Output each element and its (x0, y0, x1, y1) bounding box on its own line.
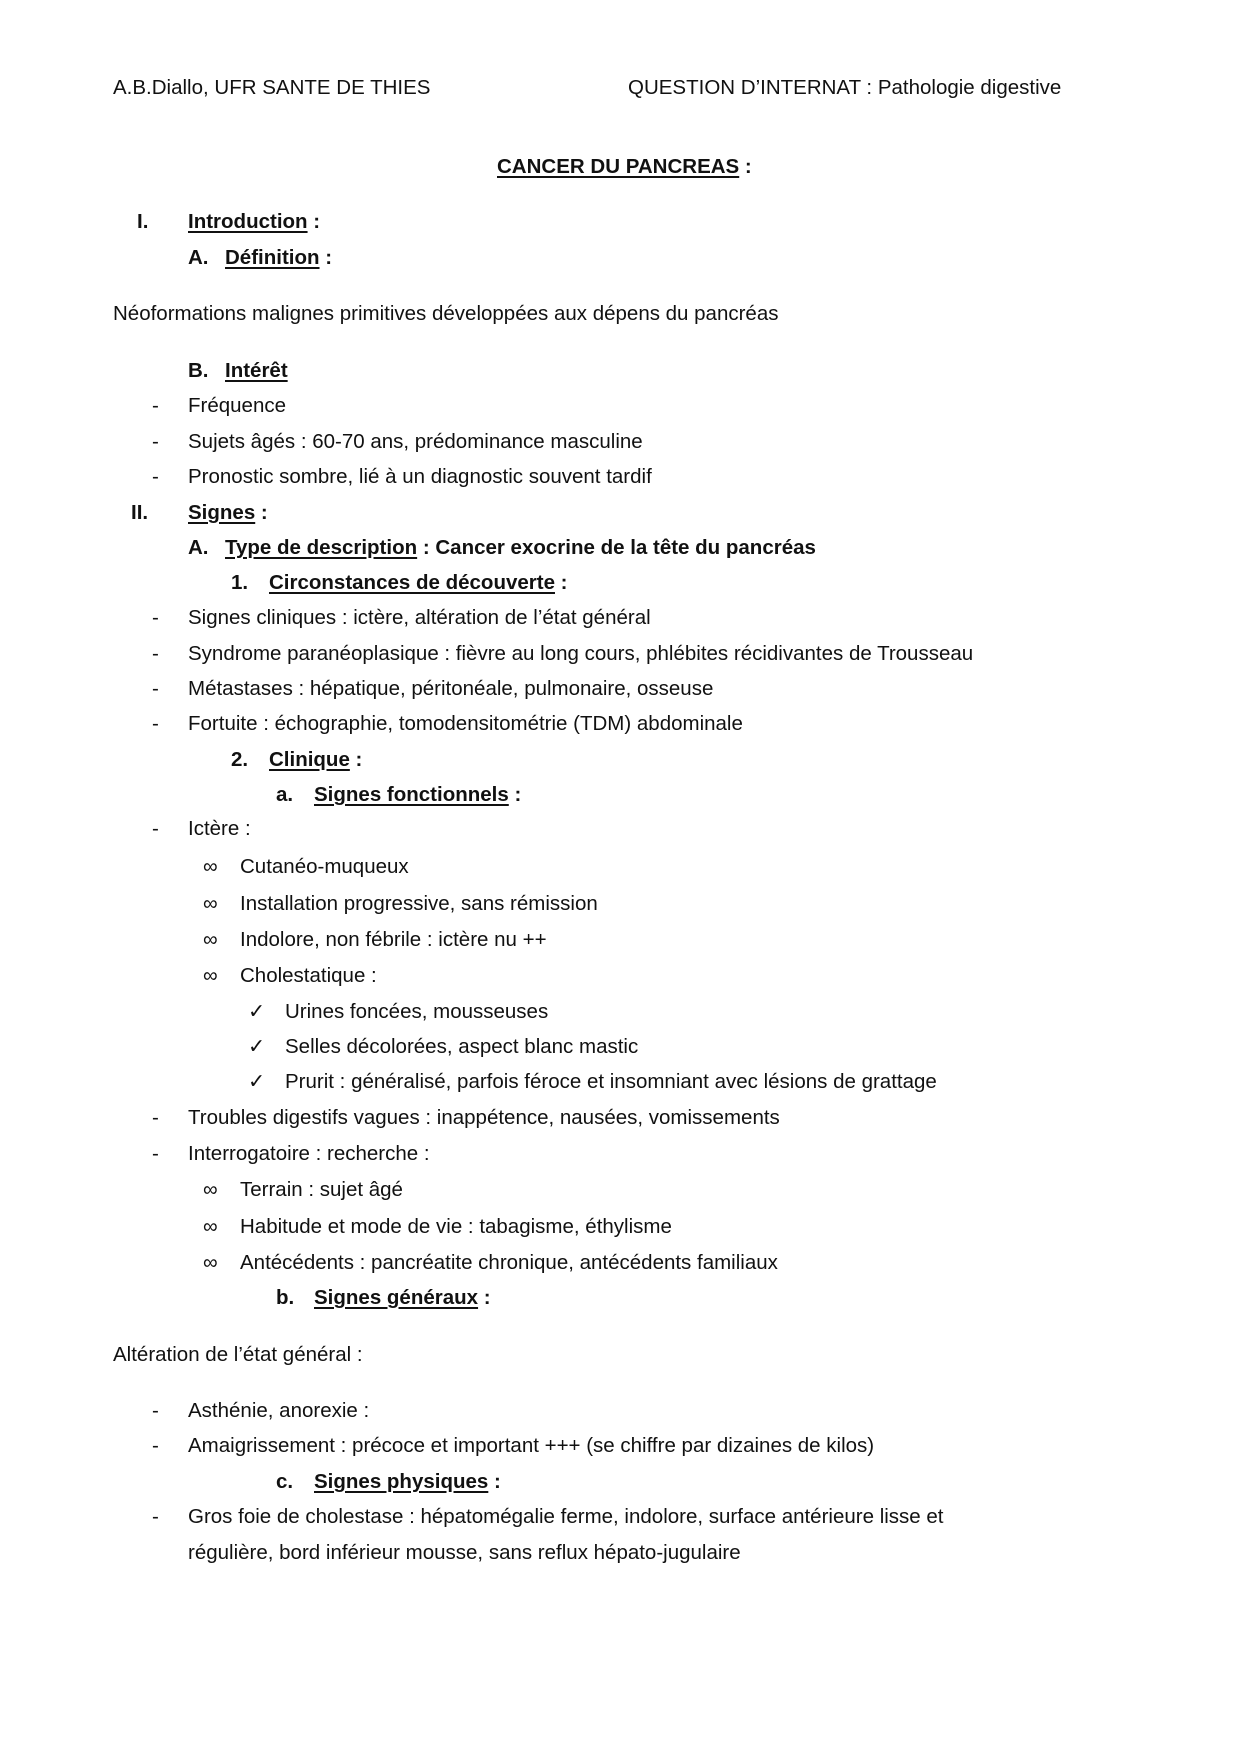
subsection-num: c. (276, 1470, 294, 1493)
infinity-bullet-icon: ∞ (203, 892, 218, 915)
infinity-bullet-icon: ∞ (203, 855, 218, 878)
heading-text: Circonstances de découverte (269, 571, 555, 594)
dash-bullet: - (152, 1505, 159, 1528)
list-item: Fréquence (188, 394, 287, 417)
checkmark-bullet-icon: ✓ (248, 1070, 266, 1093)
list-item: Fortuite : échographie, tomodensitométrie (TDM) abdominale (188, 712, 743, 735)
list-item: Cutanéo-muqueux (240, 855, 409, 878)
dash-bullet: - (152, 677, 159, 700)
title-text: CANCER DU PANCREAS (497, 155, 740, 178)
subsection-heading (314, 1470, 501, 1494)
subsection-heading (269, 748, 362, 772)
header-subject: QUESTION D’INTERNAT : Pathologie digestive (628, 76, 1062, 99)
list-item: Urines foncées, mousseuses (285, 1000, 549, 1023)
subsection-num: b. (276, 1286, 295, 1309)
list-item: Ictère : (188, 817, 251, 840)
infinity-bullet-icon: ∞ (203, 928, 218, 951)
colon: : (255, 501, 268, 524)
subsection-heading (269, 571, 568, 595)
checkmark-bullet-icon: ✓ (248, 1035, 266, 1058)
list-item: Amaigrissement : précoce et important +++ (se chiffre par dizaines de kilos) (188, 1434, 875, 1457)
list-item: Terrain : sujet âgé (240, 1178, 403, 1201)
colon: : (508, 783, 522, 806)
dash-bullet: - (152, 817, 159, 840)
heading-text: Intérêt (225, 359, 288, 382)
colon: : (554, 571, 568, 594)
subsection-num: 2. (231, 748, 249, 771)
subsection-num: 1. (231, 571, 249, 594)
list-item: Pronostic sombre, lié à un diagnostic souvent tardif (188, 465, 652, 488)
dash-bullet: - (152, 1142, 159, 1165)
colon: : (739, 155, 752, 178)
colon: : (349, 748, 363, 771)
section-heading (188, 210, 320, 234)
list-item: Asthénie, anorexie : (188, 1399, 370, 1422)
list-item: Troubles digestifs vagues : inappétence, nausées, vomissements (188, 1106, 780, 1129)
list-item-continuation: régulière, bord inférieur mousse, sans reflux hépato-jugulaire (188, 1541, 741, 1564)
section-num: II. (131, 501, 149, 524)
heading-text: Signes généraux (314, 1286, 479, 1309)
list-item: Habitude et mode de vie : tabagisme, éthylisme (240, 1215, 672, 1238)
checkmark-bullet-icon: ✓ (248, 1000, 266, 1023)
subsection-heading (225, 536, 816, 560)
heading-text: Signes physiques (314, 1470, 489, 1493)
dash-bullet: - (152, 394, 159, 417)
list-item: Signes cliniques : ictère, altération de l’état général (188, 606, 651, 629)
paragraph: Altération de l’état général : (113, 1343, 363, 1366)
subsection-num: A. (188, 246, 209, 269)
subsection-heading (225, 359, 288, 383)
list-item: Antécédents : pancréatite chronique, antécédents familiaux (240, 1251, 778, 1274)
heading-text: Définition (225, 246, 320, 269)
dash-bullet: - (152, 712, 159, 735)
infinity-bullet-icon: ∞ (203, 1215, 218, 1238)
list-item: Cholestatique : (240, 964, 377, 987)
list-item: Interrogatoire : recherche : (188, 1142, 430, 1165)
dash-bullet: - (152, 642, 159, 665)
infinity-bullet-icon: ∞ (203, 964, 218, 987)
list-item: Métastases : hépatique, péritonéale, pulmonaire, osseuse (188, 677, 714, 700)
dash-bullet: - (152, 1106, 159, 1129)
dash-bullet: - (152, 1399, 159, 1422)
subsection-heading (314, 783, 521, 807)
list-item: Indolore, non fébrile : ictère nu ++ (240, 928, 547, 951)
dash-bullet: - (152, 430, 159, 453)
list-item: Prurit : généralisé, parfois féroce et insomniant avec lésions de grattage (285, 1070, 937, 1093)
dash-bullet: - (152, 1434, 159, 1457)
colon: : (478, 1286, 491, 1309)
subsection-num: a. (276, 783, 294, 806)
colon: : (488, 1470, 501, 1493)
list-item: Gros foie de cholestase : hépatomégalie ferme, indolore, surface antérieure lisse et (188, 1505, 944, 1528)
colon: : (307, 210, 321, 233)
infinity-bullet-icon: ∞ (203, 1251, 218, 1274)
subsection-num: A. (188, 536, 209, 559)
subsection-heading (314, 1286, 491, 1310)
list-item: Sujets âgés : 60-70 ans, prédominance masculine (188, 430, 643, 453)
list-item: Selles décolorées, aspect blanc mastic (285, 1035, 639, 1058)
dash-bullet: - (152, 465, 159, 488)
subsection-num: B. (188, 359, 209, 382)
subsection-heading (225, 246, 332, 270)
heading-text: Signes (188, 501, 256, 524)
header-author: A.B.Diallo, UFR SANTE DE THIES (113, 76, 431, 99)
heading-text: Introduction (188, 210, 308, 233)
heading-subtitle: : Cancer exocrine de la tête du pancréas (417, 536, 816, 559)
dash-bullet: - (152, 606, 159, 629)
colon: : (319, 246, 333, 269)
list-item: Installation progressive, sans rémission (240, 892, 598, 915)
document-title (497, 155, 752, 179)
paragraph: Néoformations malignes primitives développées aux dépens du pancréas (113, 302, 779, 325)
heading-text: Signes fonctionnels (314, 783, 509, 806)
heading-text: Type de description (225, 536, 418, 559)
infinity-bullet-icon: ∞ (203, 1178, 218, 1201)
section-num: I. (137, 210, 149, 233)
section-heading (188, 501, 268, 525)
heading-text: Clinique (269, 748, 350, 771)
list-item: Syndrome paranéoplasique : fièvre au long cours, phlébites récidivantes de Trousseau (188, 642, 974, 665)
